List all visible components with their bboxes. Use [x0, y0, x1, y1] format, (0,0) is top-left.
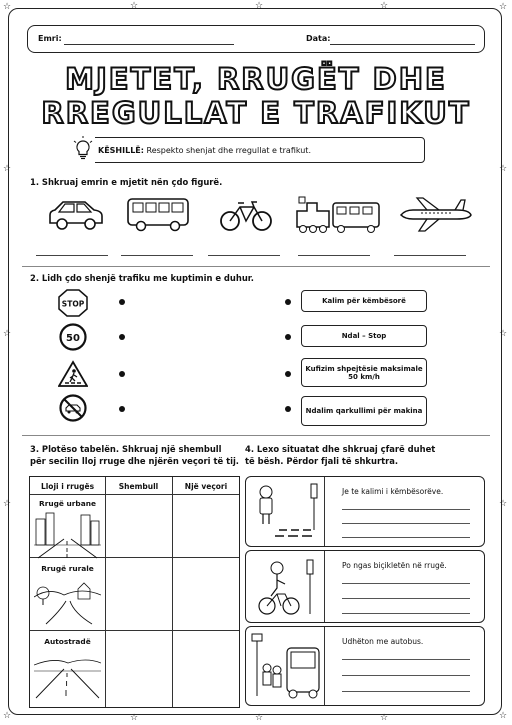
star-icon: ☆ — [255, 1, 264, 11]
date-label: Data: — [306, 34, 331, 43]
question-2: 2. Lidh çdo shenjë trafiku me kuptimin e duhur. — [30, 273, 254, 283]
match-dot-left[interactable] — [119, 371, 125, 377]
table-header: Një veçori — [184, 482, 228, 491]
svg-text:STOP: STOP — [61, 299, 85, 309]
table-header: Shembull — [118, 482, 159, 491]
answer-line[interactable] — [342, 691, 470, 692]
answer-line[interactable] — [342, 598, 470, 599]
page-title-line2: RREGULLAT E TRAFIKUT — [41, 96, 471, 130]
no-entry-sign-icon — [58, 394, 88, 422]
urban-road-icon — [34, 509, 101, 559]
name-field[interactable] — [64, 44, 234, 45]
stop-sign-icon — [58, 289, 88, 317]
star-icon: ☆ — [3, 164, 12, 174]
answer-line[interactable] — [298, 255, 370, 256]
match-dot-right[interactable] — [285, 371, 291, 377]
svg-text:50: 50 — [66, 333, 80, 344]
star-icon: ☆ — [3, 499, 12, 509]
star-icon: ☆ — [3, 2, 12, 12]
table-header: Lloji i rrugës — [40, 482, 95, 491]
speed-limit-sign-icon — [58, 323, 88, 351]
answer-line[interactable] — [121, 255, 193, 256]
answer-line[interactable] — [342, 659, 470, 660]
answer-line[interactable] — [342, 613, 470, 614]
meaning-box: Ndalim qarkullimi për makina — [301, 396, 427, 426]
pedestrian-crossing-scene-icon — [249, 480, 322, 544]
table-row-label: Rrugë rurale — [41, 564, 94, 573]
situation-text: Je te kalimi i këmbësorëve. — [342, 487, 444, 496]
star-icon: ☆ — [3, 329, 12, 339]
road-types-table — [29, 476, 240, 708]
bus-icon — [125, 193, 191, 235]
answer-line[interactable] — [208, 255, 280, 256]
page-title-line1: MJETET, RRUGËT DHE — [65, 62, 447, 96]
car-icon — [46, 193, 106, 235]
match-dot-right[interactable] — [285, 299, 291, 305]
name-date-bar — [27, 25, 485, 53]
match-dot-right[interactable] — [285, 406, 291, 412]
question-1: 1. Shkruaj emrin e mjetit nën çdo figurë. — [30, 177, 223, 187]
date-field[interactable] — [330, 44, 475, 45]
name-label: Emri: — [38, 34, 62, 43]
pedestrian-crossing-sign-icon — [58, 360, 88, 388]
table-row-label: Rrugë urbane — [39, 499, 96, 508]
star-icon: ☆ — [380, 1, 389, 11]
star-icon: ☆ — [255, 713, 264, 723]
situation-card — [245, 550, 485, 623]
answer-line[interactable] — [36, 255, 108, 256]
meaning-box: Kalim për këmbësorë — [301, 290, 427, 312]
star-icon: ☆ — [499, 499, 508, 509]
highway-icon — [34, 649, 101, 699]
star-icon: ☆ — [499, 329, 508, 339]
answer-line[interactable] — [342, 537, 470, 538]
star-icon: ☆ — [499, 711, 508, 721]
star-icon: ☆ — [3, 711, 12, 721]
table-row-label: Autostradë — [44, 637, 91, 646]
airplane-icon — [397, 193, 475, 235]
question-3: 3. Plotëso tabelën. Shkruaj një shembull për secilin lloj rruge dhe njërën veçori të tij. — [30, 444, 239, 466]
tip-box — [73, 137, 425, 163]
answer-line[interactable] — [342, 675, 470, 676]
section-divider — [22, 266, 490, 267]
star-icon: ☆ — [380, 713, 389, 723]
situation-text: Udhëton me autobus. — [342, 637, 424, 646]
star-icon: ☆ — [499, 2, 508, 12]
answer-line[interactable] — [342, 583, 470, 584]
tip-text: KËSHILLË: Respekto shenjat dhe rregullat e trafikut. — [98, 146, 311, 155]
star-icon: ☆ — [499, 164, 508, 174]
match-dot-left[interactable] — [119, 406, 125, 412]
train-icon — [293, 193, 383, 237]
cyclist-scene-icon — [249, 554, 322, 620]
match-dot-left[interactable] — [119, 299, 125, 305]
answer-line[interactable] — [394, 255, 466, 256]
answer-line[interactable] — [342, 509, 470, 510]
match-dot-left[interactable] — [119, 334, 125, 340]
question-4: 4. Lexo situatat dhe shkruaj çfarë duhet të bësh. Përdor fjali të shkurtra. — [245, 444, 436, 466]
match-dot-right[interactable] — [285, 334, 291, 340]
bus-stop-scene-icon — [249, 630, 322, 703]
meaning-box: Kufizim shpejtësie maksimale 50 km/h — [301, 358, 427, 387]
answer-line[interactable] — [342, 523, 470, 524]
meaning-box: Ndal – Stop — [301, 325, 427, 347]
star-icon: ☆ — [130, 713, 139, 723]
section-divider — [22, 435, 490, 436]
lightbulb-icon — [71, 135, 95, 163]
situation-card — [245, 626, 485, 706]
star-icon: ☆ — [130, 1, 139, 11]
rural-road-icon — [34, 575, 101, 625]
situation-text: Po ngas biçikletën në rrugë. — [342, 561, 447, 570]
situation-card — [245, 476, 485, 547]
bicycle-icon — [218, 193, 274, 235]
